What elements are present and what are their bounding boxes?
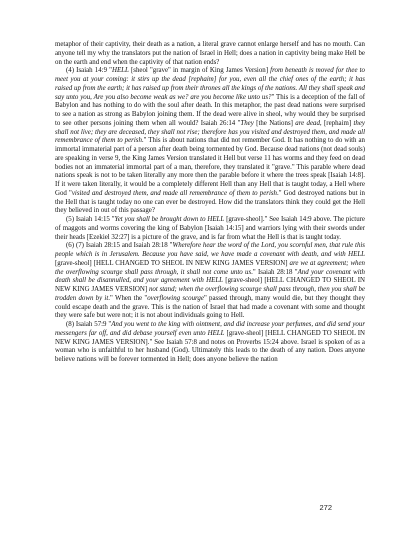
paragraph-1: metaphor of their captivity, their death as a nation, a literal grave cannot enlarge herself and has no mouth. Can anyone tell my why the translators put the nation of Israel in Hell; does a nation in captivity being make Hell be on the earth and end when the captivity of that nation ends? [55,41,365,66]
body-text [55,41,365,365]
paragraph-isaiah-57-9: (8) Isaiah 57:9 "And you went to the king with ointment, and did increase your perfumes, and did send your messengers far off, and did debase yourself even unto HELL [grave-sheol] [HELL CHANGED TO SHEOL IN NEW KING JAMES VERSION]." See Isaiah 57:8 and notes on Proverbs 15:24 above. Israel is spoken of as a woman who is unfaithful to her husband (God). Ultimately this leads to the death of any nation. Does anyone believe nations will be forever tormented in Hell; does anyone believe the nation [55,321,366,363]
paragraph-isaiah-14-9: (4) Isaiah 14:9 "HELL [sheol "grave" in margin of King James Version] from beneath is moved for thee to meet you at your coming: it stirs up the dead [rephaim] for you, even all the chief ones of the earth; it has raised up from the earth; it has raised up from their thrones all the kings of the nations. All they shall speak and say unto you, Are you also become weak as we? are you become like unto us?" This is a deception of the fall of Babylon and has nothing to do with the soul after death. In this metaphor, the past dead nations were surprised to see a nation as strong as Babylon joining them. If the dead were alive in sheol, why would they be surprised to see other persons joining them when all would? Isaiah 26:14 "They [the Nations] are dead, [rephaim] they shall not live; they are deceased, they shall not rise; therefore has you visited and destroyed them, and made all remembrance of them to perish." This is about nations that did not remember God. It has nothing to do with an immortal immaterial part of a person after death being tormented by God. Because dead nations (not dead souls) are speaking in verse 9, the King James Version translated it Hell but verse 11 has worms and they feed on dead bodies not an immaterial immortal part of a man, therefore, they translated it "grave." This parable where dead nations speak is not to be taken literally any more then the parable before it where the trees speak [Isaiah 14:8]. If it were taken literally, it would be a completely different Hell than any Hell that is taught today, a Hell where God "visited and destroyed them, and made all remembrance of them to perish." God destroyed nations but in the Hell that is taught today no one can ever be destroyed. How did the translators think they could get the Hell they believed in out of this passage? [55,67,366,215]
page-number: 272 [319,503,332,512]
paragraph-isaiah-28: (6) (7) Isaiah 28:15 and Isaiah 28:18 "Wherefore hear the word of the Lord, you scornful men, that rule this people which is in Jerusalem. Because you have said, we have made a covenant with death, and with HELL [grave-sheol] [HELL CHANGED TO SHEOL IN NEW KING JAMES VERSION] are we at agreement; when the overflowing scourge shall pass through, it shall not come unto us." Isaiah 28:18 "And your covenant with death shall be disannulled, and your agreement with HELL [grave-sheol] [HELL CHANGED TO SHEOL IN NEW KING JAMES VERSION] not stand; when the overflowing scourge shall pass through, then you shall be trodden down by it." When the "overflowing scourge" passed through, many would die, but they thought they could escape death and the grave. This is the nation of Israel that had made a covenant with some and thought they were safe but were not; it is not about individuals going to Hell. [55,242,366,320]
paragraph-isaiah-14-15: (5) Isaiah 14:15 "Yet you shall be brought down to HELL [grave-sheol]." See Isaiah 14:9 above. The picture of maggots and worms covering the king of Babylon [Isaiah 14:15] and warriors lying with their swords under their heads [Ezekiel 32:27] is a picture of the grave, and is far from what the Hell is that is taught today. [55,216,365,241]
